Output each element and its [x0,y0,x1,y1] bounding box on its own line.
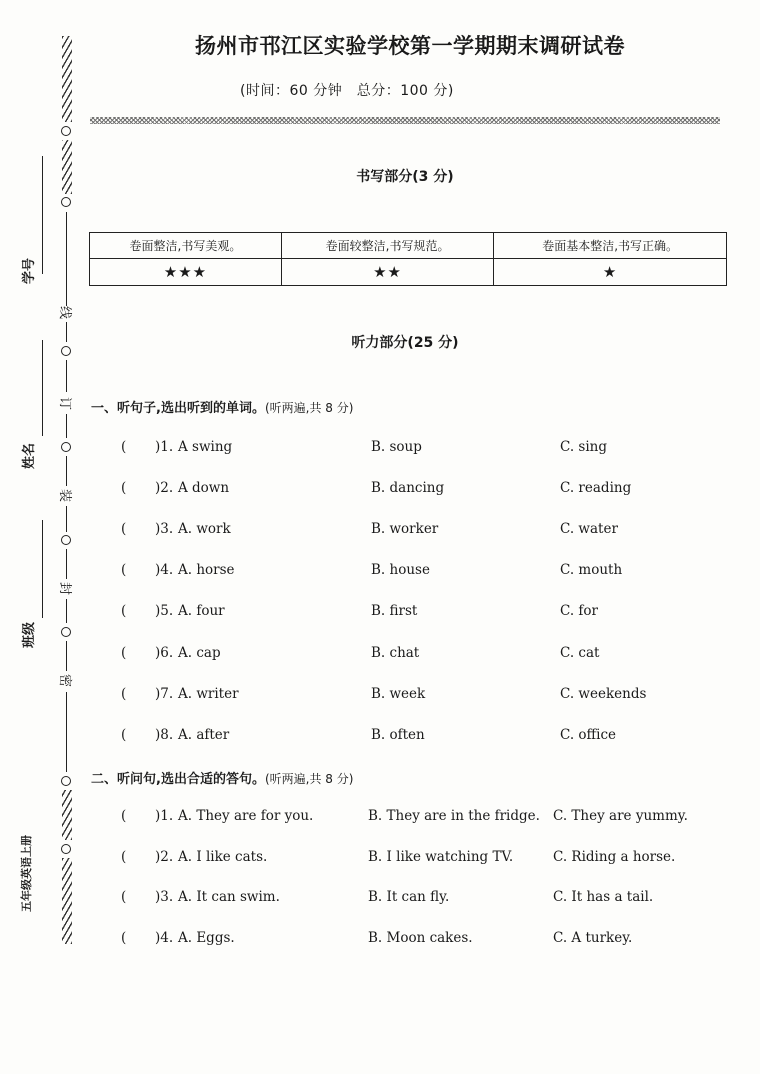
option-c: C. reading [560,480,632,496]
option-a: A. after [178,727,230,743]
part2-title: 二、听问句,选出合适的答句。 [91,772,265,787]
option-a: A down [178,480,230,496]
option-c: C. cat [560,645,600,661]
question-row [0,603,760,627]
student-id-label: 学号 [22,257,37,284]
question-number: )8. [155,727,174,743]
binding-char: 封 [57,581,73,596]
option-a: A. They are for you. [178,808,314,824]
answer-blank[interactable]: ( [121,849,127,865]
option-a: A. four [178,603,225,619]
exam-subtitle: (时间：60 分钟 总分：100 分) [240,83,454,99]
option-b: B. dancing [371,480,445,496]
answer-blank[interactable]: ( [121,686,127,702]
option-a: A. Eggs. [178,930,235,946]
option-b: B. They are in the fridge. [368,808,540,824]
writing-heading: 书写部分(3 分) [356,169,454,185]
option-c: C. A turkey. [553,930,633,946]
rubric-criterion: 卷面较整洁,书写规范。 [281,233,493,259]
question-row [0,562,760,586]
binding-circle [61,126,71,136]
rubric-criterion: 卷面基本整洁,书写正确。 [494,233,727,259]
question-row [0,930,760,954]
rubric-stars-row [90,259,727,286]
question-row [0,439,760,463]
binding-char: 线 [57,305,73,320]
option-b: B. worker [371,521,439,537]
option-c: C. sing [560,439,608,455]
listening-heading: 听力部分(25 分) [351,335,459,351]
option-b: B. house [371,562,430,578]
rubric-stars: ★ [494,259,727,286]
option-b: B. first [371,603,418,619]
margin-line [66,414,67,438]
option-a: A swing [178,439,233,455]
option-b: B. Moon cakes. [368,930,473,946]
question-number: )3. [155,889,174,905]
option-a: A. I like cats. [178,849,268,865]
option-c: C. It has a tail. [553,889,654,905]
question-row [0,808,760,832]
name-line[interactable] [42,340,43,436]
question-number: )6. [155,645,174,661]
option-b: B. soup [371,439,422,455]
answer-blank[interactable]: ( [121,562,127,578]
option-c: C. for [560,603,599,619]
question-number: )2. [155,480,174,496]
part2-note: (听两遍,共 8 分) [264,772,354,786]
grade-subject-label: 五年级英语上册 [20,835,33,912]
option-b: B. I like watching TV. [368,849,514,865]
question-row [0,686,760,710]
answer-blank[interactable]: ( [121,727,127,743]
part2-heading [91,768,353,787]
option-a: A. It can swim. [178,889,280,905]
option-b: B. week [371,686,426,702]
question-number: )1. [155,808,174,824]
option-a: A. cap [178,645,221,661]
margin-hatch [62,36,72,122]
question-row [0,521,760,545]
option-b: B. often [371,727,425,743]
margin-hatch [62,140,72,194]
exam-title: 扬州市邗江区实验学校第一学期期末调研试卷 [195,33,625,58]
option-c: C. mouth [560,562,623,578]
answer-blank[interactable]: ( [121,930,127,946]
option-a: A. horse [178,562,235,578]
question-number: )7. [155,686,174,702]
question-row [0,645,760,669]
part1-title: 一、听句子,选出听到的单词。 [91,401,265,416]
question-number: )1. [155,439,174,455]
answer-blank[interactable]: ( [121,645,127,661]
rubric-stars: ★★ [281,259,493,286]
question-row [0,849,760,873]
rubric-criteria-row [90,233,727,259]
option-a: A. writer [178,686,239,702]
option-b: B. It can fly. [368,889,450,905]
answer-blank[interactable]: ( [121,808,127,824]
margin-dashed-line [66,212,67,306]
answer-blank[interactable]: ( [121,603,127,619]
option-c: C. weekends [560,686,647,702]
binding-circle [61,627,71,637]
class-label: 班级 [22,621,37,648]
option-c: C. water [560,521,618,537]
margin-line [66,322,67,342]
binding-circle [61,197,71,207]
question-row [0,727,760,751]
answer-blank[interactable]: ( [121,889,127,905]
answer-blank[interactable]: ( [121,480,127,496]
option-b: B. chat [371,645,420,661]
student-id-line[interactable] [42,156,43,274]
binding-circle [61,346,71,356]
binding-circle [61,776,71,786]
option-a: A. work [178,521,231,537]
question-row [0,889,760,913]
binding-char: 装 [57,488,73,503]
answer-blank[interactable]: ( [121,439,127,455]
question-number: )4. [155,930,174,946]
question-number: )5. [155,603,174,619]
answer-blank[interactable]: ( [121,521,127,537]
part1-heading [91,397,353,416]
name-label: 姓名 [22,442,37,469]
wavy-divider [90,117,720,124]
question-number: )2. [155,849,174,865]
option-c: C. They are yummy. [553,808,688,824]
question-number: )4. [155,562,174,578]
question-number: )3. [155,521,174,537]
rubric-stars: ★★★ [90,259,282,286]
binding-char: 订 [57,396,73,411]
writing-rubric-table [89,232,727,286]
rubric-criterion: 卷面整洁,书写美观。 [90,233,282,259]
part1-note: (听两遍,共 8 分) [264,401,354,415]
margin-line [66,360,67,392]
option-c: C. office [560,727,617,743]
question-row [0,480,760,504]
option-c: C. Riding a horse. [553,849,676,865]
binding-char: 密 [57,673,73,688]
